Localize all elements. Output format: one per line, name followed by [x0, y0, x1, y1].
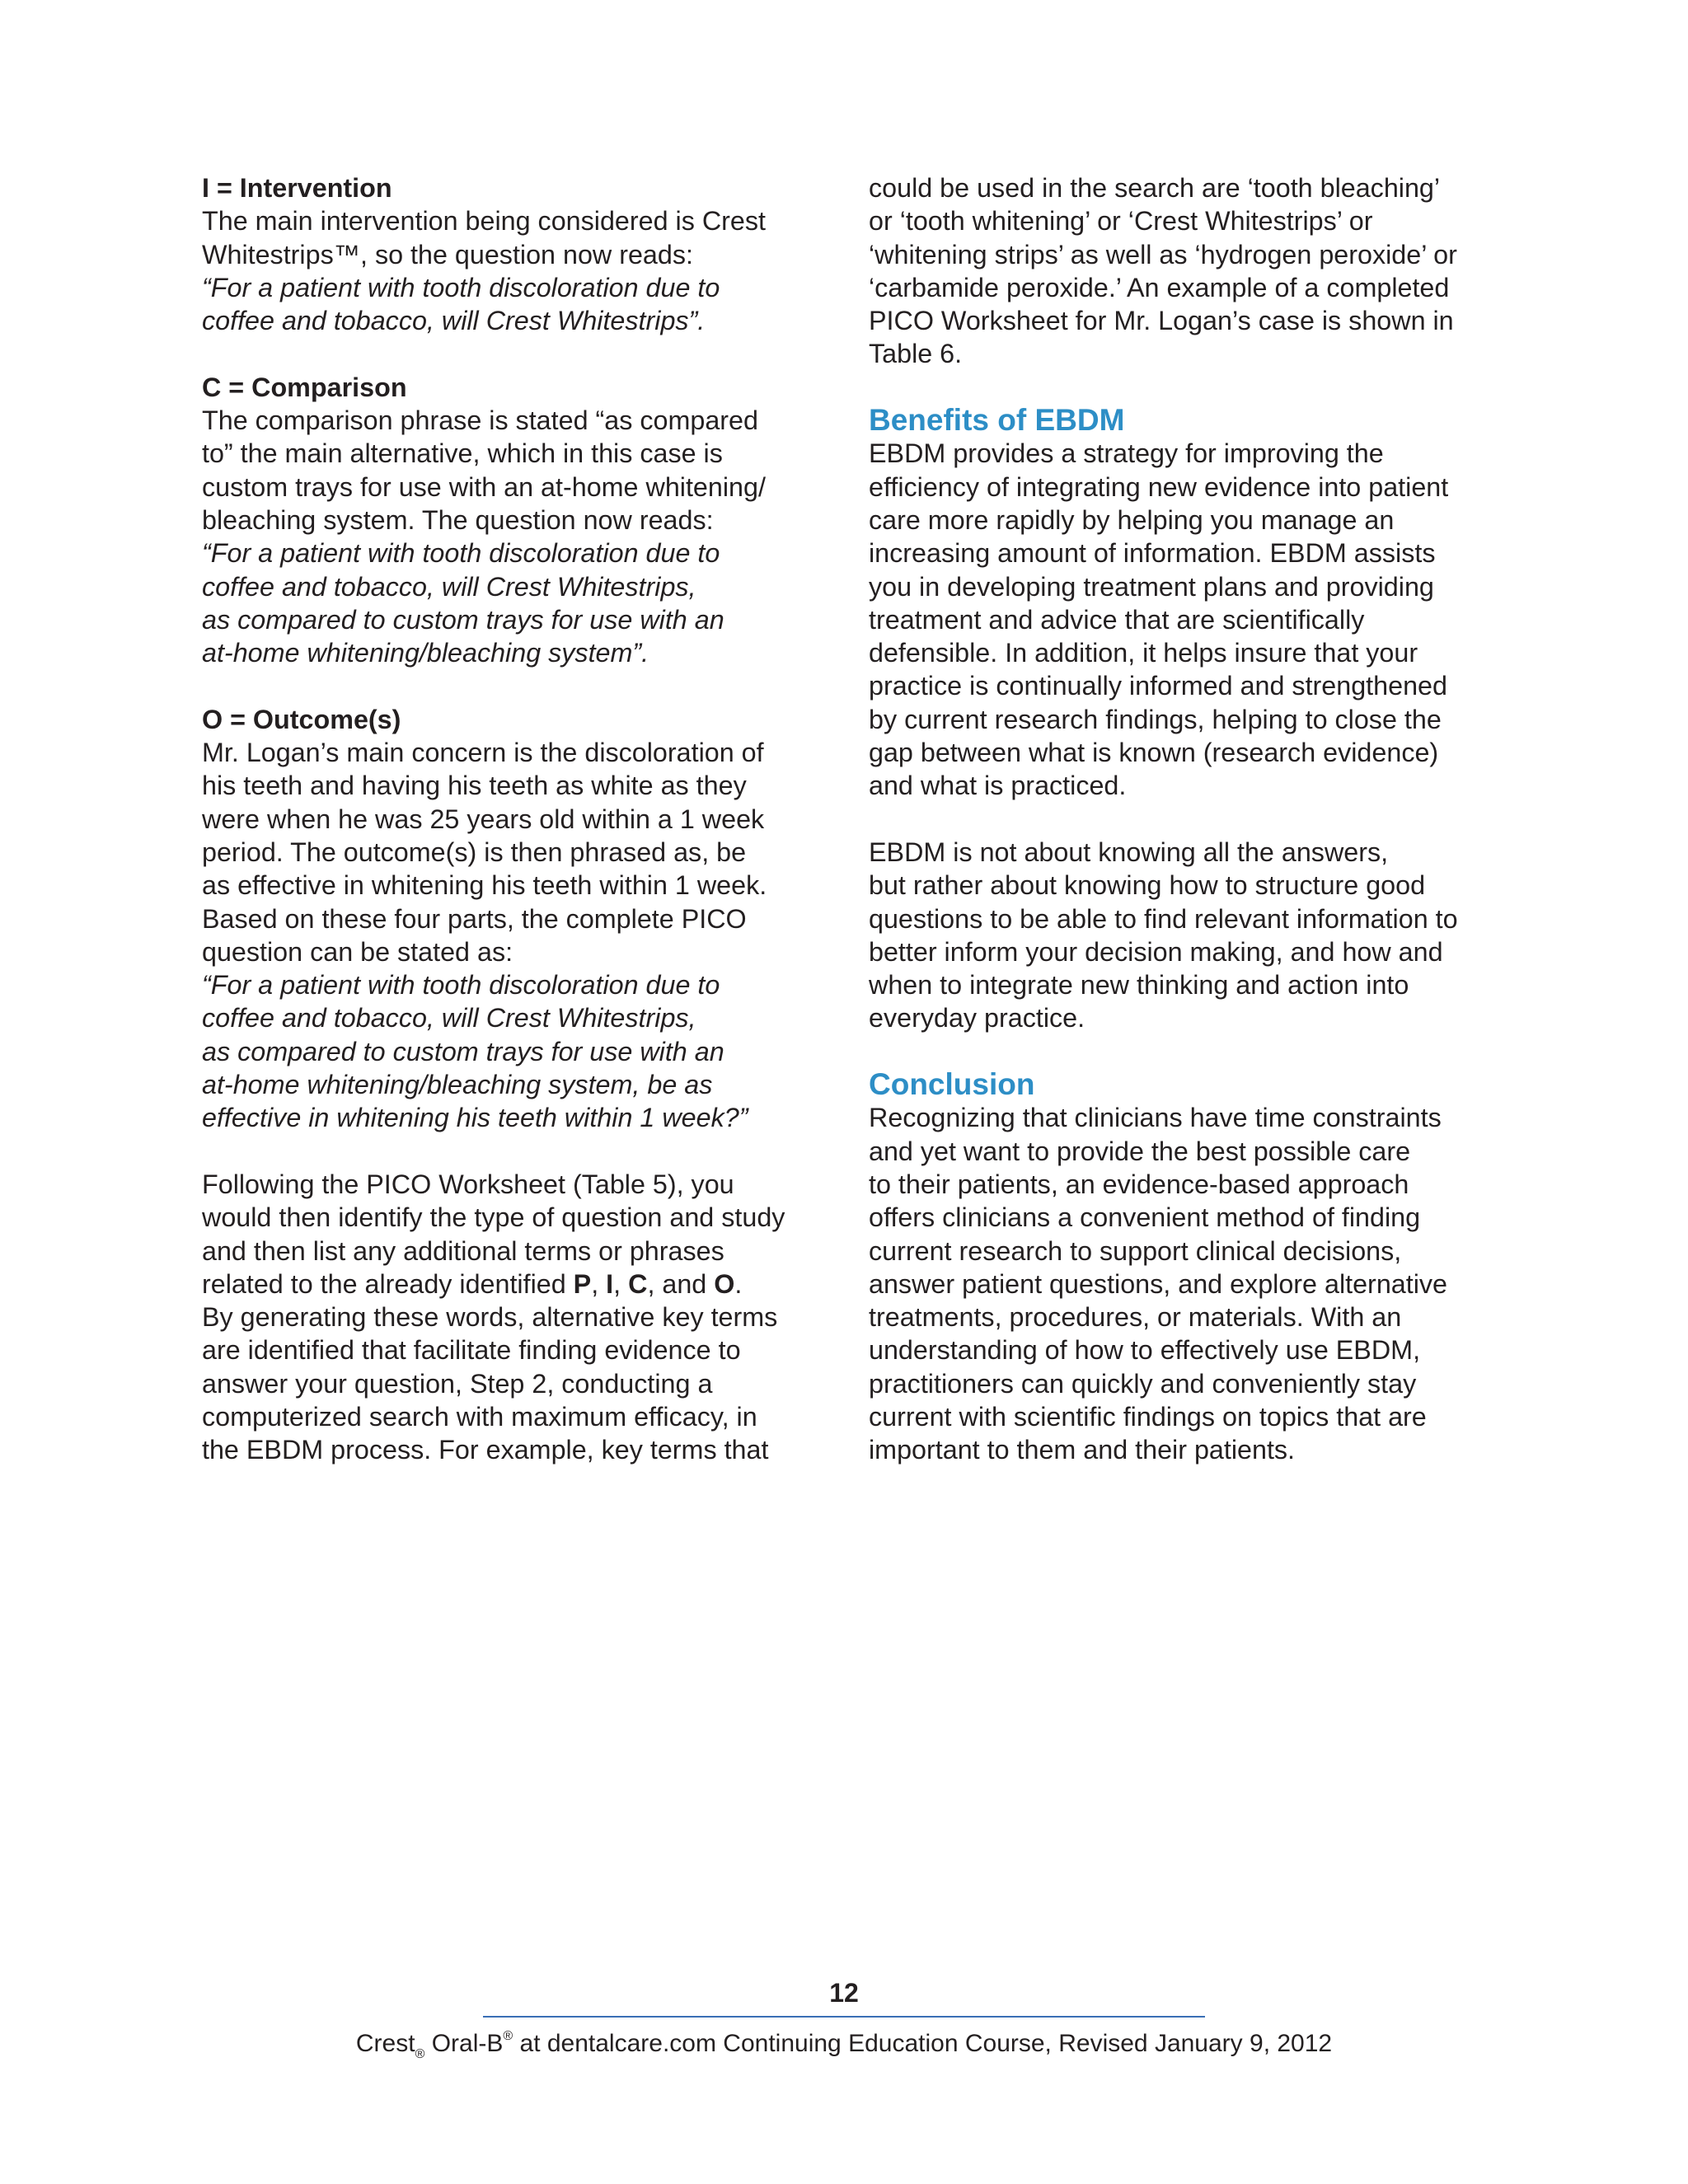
pico-letter-c: C [628, 1268, 648, 1299]
benefits-text-line: care more rapidly by helping you manage an [869, 504, 1395, 535]
benefits-text-line: by current research findings, helping to close the [869, 704, 1442, 734]
continuation-text-line: ‘carbamide peroxide.’ An example of a completed [869, 272, 1450, 302]
worksheet-text-line: computerized search with maximum efficacy, in [202, 1401, 757, 1432]
continuation-text-line: or ‘tooth whitening’ or ‘Crest Whitestrips’ or [869, 206, 1373, 237]
paragraph-spacer [869, 803, 1479, 836]
right-column [869, 171, 1479, 1467]
benefits-text-line: practice is continually informed and strengthened [869, 671, 1447, 701]
outcome-text-line: Based on these four parts, the complete PICO [202, 903, 747, 934]
brand-crest: Crest [355, 2030, 415, 2057]
worksheet-text-line: answer your question, Step 2, conducting a [202, 1368, 713, 1399]
pico-question-quote-line: effective in whitening his teeth within 1 week?” [202, 1103, 748, 1133]
outcome-text-line: were when he was 25 years old within a 1 week [202, 804, 765, 834]
comparison-quote-line: “For a patient with tooth discoloration due to [202, 538, 720, 569]
benefits-text-line: everyday practice. [869, 1003, 1085, 1033]
worksheet-text-line: the EBDM process. For example, key terms that [202, 1435, 769, 1465]
benefits-text-line: better inform your decision making, and how and [869, 936, 1443, 967]
paragraph-spacer [202, 1135, 812, 1168]
page-number: 12 [829, 1978, 859, 2008]
pico-separator: , and [647, 1268, 715, 1299]
footer-divider [483, 2016, 1205, 2018]
conclusion-text-line: current with scientific findings on topics that are [869, 1401, 1427, 1432]
paragraph-spacer [202, 669, 812, 702]
pico-question-quote-line: coffee and tobacco, will Crest Whitestrips, [202, 1003, 696, 1033]
intervention-heading: I = Intervention [202, 173, 392, 203]
pico-letter-p: P [573, 1268, 592, 1299]
paragraph-spacer [869, 1035, 1479, 1068]
brand-oral-b: Oral-B [424, 2030, 504, 2057]
comparison-text-line: bleaching system. The question now reads: [202, 504, 714, 535]
intervention-quote-line: “For a patient with tooth discoloration due to [202, 272, 720, 302]
footer-credit-text: at dentalcare.com Continuing Education Course, Revised January 9, 2012 [513, 2030, 1333, 2057]
conclusion-text-line: practitioners can quickly and conveniently stay [869, 1368, 1417, 1399]
pico-question-quote-line: at-home whitening/bleaching system, be as [202, 1070, 713, 1100]
conclusion-text-line: to their patients, an evidence-based approach [869, 1169, 1409, 1199]
outcome-text-line: Mr. Logan’s main concern is the discoloration of [202, 738, 764, 768]
pico-letter-o: O [714, 1268, 735, 1299]
conclusion-heading: Conclusion [869, 1067, 1035, 1102]
outcome-text-line: period. The outcome(s) is then phrased as, be [202, 837, 747, 867]
benefits-heading: Benefits of EBDM [869, 403, 1125, 438]
pico-question-quote-line: as compared to custom trays for use with an [202, 1036, 724, 1066]
benefits-text-line: defensible. In addition, it helps insure that your [869, 638, 1418, 668]
benefits-text-line: efficiency of integrating new evidence into patient [869, 471, 1449, 502]
continuation-text-line: could be used in the search are ‘tooth bleaching’ [869, 173, 1441, 203]
conclusion-text-line: current research to support clinical decisions, [869, 1235, 1402, 1266]
outcome-text-line: as effective in whitening his teeth within 1 week. [202, 870, 767, 901]
paragraph-spacer [869, 371, 1479, 404]
worksheet-text-line: and then list any additional terms or phrases [202, 1235, 724, 1266]
comparison-quote-line: as compared to custom trays for use with an [202, 604, 724, 635]
benefits-text-line: treatment and advice that are scientifically [869, 604, 1365, 635]
conclusion-text-line: and yet want to provide the best possible care [869, 1136, 1411, 1166]
continuation-text-line: Table 6. [869, 339, 963, 369]
pico-letter-i: I [606, 1268, 614, 1299]
comparison-quote-line: coffee and tobacco, will Crest Whitestrips, [202, 571, 696, 602]
comparison-quote-line: at-home whitening/bleaching system”. [202, 638, 649, 668]
conclusion-text-line: answer patient questions, and explore alternative [869, 1268, 1447, 1299]
worksheet-text-line: are identified that facilitate finding evidence to [202, 1335, 741, 1366]
conclusion-text-line: understanding of how to effectively use EBDM, [869, 1335, 1421, 1366]
outcome-text-line: question can be stated as: [202, 936, 513, 967]
comparison-text-line: custom trays for use with an at-home whitening/ [202, 471, 766, 502]
intervention-text-line: Whitestrips™, so the question now reads: [202, 239, 693, 269]
conclusion-text-line: Recognizing that clinicians have time constraints [869, 1103, 1442, 1133]
intervention-quote-line: coffee and tobacco, will Crest Whitestrips”. [202, 306, 706, 336]
benefits-text-line: EBDM provides a strategy for improving the [869, 438, 1384, 469]
benefits-text-line: and what is practiced. [869, 771, 1127, 801]
intervention-text-line: The main intervention being considered is Crest [202, 206, 766, 237]
pico-terms-line [202, 1268, 812, 1301]
worksheet-text-line: By generating these words, alternative key terms [202, 1302, 778, 1333]
outcome-text-line: his teeth and having his teeth as white as they [202, 771, 747, 801]
pico-separator: , [591, 1268, 607, 1299]
benefits-text-line: questions to be able to find relevant information to [869, 903, 1458, 934]
pico-question-quote-line: “For a patient with tooth discoloration due to [202, 970, 720, 1001]
conclusion-text-line: treatments, procedures, or materials. With an [869, 1302, 1402, 1333]
left-column [202, 171, 812, 1467]
comparison-heading: C = Comparison [202, 372, 407, 402]
benefits-text-line: EBDM is not about knowing all the answers, [869, 837, 1389, 867]
benefits-text-line: but rather about knowing how to structure good [869, 870, 1426, 901]
worksheet-text-line: would then identify the type of question and study [202, 1202, 785, 1233]
conclusion-text-line: important to them and their patients. [869, 1435, 1296, 1465]
comparison-text-line: to” the main alternative, which in this case is [202, 438, 723, 469]
conclusion-text-line: offers clinicians a convenient method of finding [869, 1202, 1421, 1233]
comparison-text-line: The comparison phrase is stated “as compared [202, 405, 758, 436]
registered-mark: ® [415, 2047, 425, 2061]
benefits-text-line: when to integrate new thinking and action into [869, 970, 1409, 1001]
registered-mark: ® [503, 2029, 513, 2043]
continuation-text-line: ‘whitening strips’ as well as ‘hydrogen peroxide’ or [869, 239, 1457, 269]
pico-separator: , [613, 1268, 629, 1299]
benefits-text-line: you in developing treatment plans and providing [869, 571, 1434, 602]
benefits-text-line: increasing amount of information. EBDM assists [869, 538, 1436, 569]
paragraph-spacer [202, 337, 812, 370]
pico-terms-prefix: related to the already identified [202, 1268, 574, 1299]
benefits-text-line: gap between what is known (research evidence) [869, 738, 1439, 768]
worksheet-text-line: Following the PICO Worksheet (Table 5), you [202, 1169, 734, 1199]
footer-credit [0, 2027, 1688, 2064]
continuation-text-line: PICO Worksheet for Mr. Logan’s case is shown in [869, 306, 1454, 336]
outcome-heading: O = Outcome(s) [202, 704, 401, 734]
pico-terms-suffix: . [734, 1268, 743, 1299]
